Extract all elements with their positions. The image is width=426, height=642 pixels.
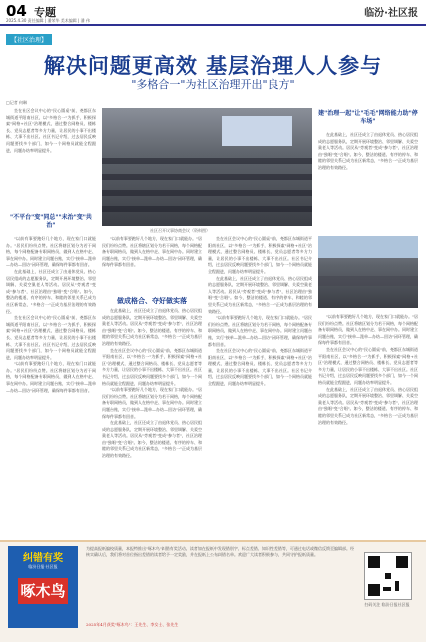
article-subheadline: "多格合一"为社区治理开出"良方" [131, 78, 295, 91]
paper-name: 临汾·社区报 [364, 8, 418, 19]
footer-winners: 2025年4月获奖"啄木鸟"：王先生、李女士、张先生 [86, 622, 179, 627]
article-column-4-top [318, 132, 418, 232]
article-headline: 解决问题更高效 基层治理人人参与 [43, 54, 383, 78]
section-heading-3: 做成格合、夺好做实落 [117, 297, 187, 305]
paragraph: 在此基础上，社区还成立了由退休党员、热心居民组成的志愿服务队，定期开展环境整治、邻里调解、关爱空巢老人等活动。居民从"旁观者"变成"参与者"，社区治理由"独唱"变"合唱"。如今，整洁的楼道、有序的停车、和睦的邻里关系已成为社区新常态，"多格合一"正成为基层治理的有效路径。 [208, 275, 312, 314]
paragraph: 在此基础上，社区还成立了由退休党员、热心居民组成的志愿服务队，定期开展环境整治、邻里调解、关爱空巢老人等活动。居民从"旁观者"变成"参与者"，社区治理由"独唱"变"合唱"。如今，整洁的楼道、有序的停车、和睦的邻里关系已成为社区新常态，"多格合一"正成为基层治理的有效路径。 [318, 132, 418, 170]
article-column-2 [102, 308, 202, 536]
article-column-4 [318, 314, 418, 536]
qr-caption: 扫码关注 临汾日报社区报 [364, 602, 410, 607]
logo-subtitle: 临汾日报·社区报 [28, 564, 58, 569]
paragraph: "以前有事要跑好几个地方，现在家门口就能办。"居民们纷纷点赞。社区将辖区划分为若干网格，每个网格配备专职网格员，做到人在格中走、事在网中办。同时建立问题台账，实行"接单—派单—办结—回访"闭环管理，确保每件事都有回音。 [102, 236, 202, 268]
paragraph: 在此基础上，社区还成立了由退休党员、热心居民组成的志愿服务队，定期开展环境整治、邻里调解、关爱空巢老人等活动。居民从"旁观者"变成"参与者"，社区治理由"独唱"变"合唱"。如今，整洁的楼道、有序的停车、和睦的邻里关系已成为社区新常态，"多格合一"正成为基层治理的有效路径。 [102, 308, 202, 346]
paragraph: 在此基础上，社区还成立了由退休党员、热心居民组成的志愿服务队，定期开展环境整治、邻里调解、关爱空巢老人等活动。居民从"旁观者"变成"参与者"，社区治理由"独唱"变"合唱"。如今，整洁的楼道、有序的停车、和睦的邻里关系已成为社区新常态，"多格合一"正成为基层治理的有效路径。 [102, 420, 202, 459]
paragraph: 坐在社区会议中心的"民心圆桌"前，尧都区东城街道平阳南社区，以"多格合一"为抓手，积极探索"网格+社区"治理模式，通过整合网格员、楼栋长、党员志愿者等多方力量，让居民的小事不出楼栋、大事不出社区。社区书记介绍，过去居民反映问题要找多个部门，如今一个网格员就能全程跟进，问题办结率明显提升。 [208, 348, 312, 387]
logo-title: 纠错有奖 [23, 553, 63, 564]
qr-code-icon[interactable] [364, 552, 412, 600]
date-line: 2025.4.30 责任编辑 | 潘荣华 美术编辑 | 潘 伟 [6, 18, 90, 23]
article-column-2-top [102, 236, 202, 292]
page-header [0, 0, 426, 22]
paragraph: "以前有事要跑好几个地方，现在家门口就能办。"居民们纷纷点赞。社区将辖区划分为若干网格，每个网格配备专职网格员，做到人在格中走、事在网中办。同时建立问题台账，实行"接单—派单—办结—回访"闭环管理，确保每件事都有回音。 [208, 315, 312, 347]
paragraph: 坐在社区会议中心的"民心圆桌"前，尧都区东城街道平阳南社区，以"多格合一"为抓手，积极探索"网格+社区"治理模式，通过整合网格员、楼栋长、党员志愿者等多方力量，让居民的小事不出楼栋、大事不出社区。社区书记介绍，过去居民反映问题要找多个部门，如今一个网格员就能全程跟进，问题办结率明显提升。 [208, 236, 312, 274]
paragraph: 在此基础上，社区还成立了由退休党员、热心居民组成的志愿服务队，定期开展环境整治、邻里调解、关爱空巢老人等活动。居民从"旁观者"变成"参与者"，社区治理由"独唱"变"合唱"。如今，整洁的楼道、有序的停车、和睦的邻里关系已成为社区新常态，"多格合一"正成为基层治理的有效路径。 [6, 268, 96, 314]
paragraph: "以前有事要跑好几个地方，现在家门口就能办。"居民们纷纷点赞。社区将辖区划分为若干网格，每个网格配备专职网格员，做到人在格中走、事在网中办。同时建立问题台账，实行"接单—派单—办结—回访"闭环管理，确保每件事都有回音。 [102, 387, 202, 419]
article-column-3 [208, 236, 312, 536]
paragraph: 坐在社区会议中心的"民心圆桌"前，尧都区东城街道平阳南社区，以"多格合一"为抓手，积极探索"网格+社区"治理模式，通过整合网格员、楼栋长、党员志愿者等多方力量，让居民的小事不出楼栋、大事不出社区。社区书记介绍，过去居民反映问题要找多个部门，如今一个网格员就能全程跟进，问题办结率明显提升。 [6, 108, 96, 153]
footer-notice: 为提高报纸编校质量，本报特推出"啄木鸟"纠错有奖活动。读者如在报纸中发现错别字、标点差错、知识性差错等，可通过电话或微信反馈至编辑部。经核实确认后，我们将对首位指出差错的读者给予一定奖励，并在报纸上公布纠错名单。欢迎广大读者积极参与，共同守护报纸质量。 [86, 546, 354, 558]
page-number: 04 [6, 2, 27, 20]
section-heading-1: "不平台"变"同总""未治"变"共治" [10, 214, 92, 229]
article-column-1-top [6, 108, 96, 208]
paragraph: 坐在社区会议中心的"民心圆桌"前，尧都区东城街道平阳南社区，以"多格合一"为抓手，积极探索"网格+社区"治理模式，通过整合网格员、楼栋长、党员志愿者等多方力量，让居民的小事不出楼栋、大事不出社区。社区书记介绍，过去居民反映问题要找多个部门，如今一个网格员就能全程跟进，问题办结率明显提升。 [102, 347, 202, 386]
byline: □记者 何琳 [6, 100, 28, 105]
paragraph: "以前有事要跑好几个地方，现在家门口就能办。"居民们纷纷点赞。社区将辖区划分为若干网格，每个网格配备专职网格员，做到人在格中走、事在网中办。同时建立问题台账，实行"接单—派单—办结—回访"闭环管理，确保每件事都有回音。 [6, 361, 96, 393]
meeting-photo [102, 108, 312, 226]
photo-caption: 社区召开议事协商会议（资料图） [150, 228, 210, 233]
column-tag: 【社区治理】 [6, 34, 52, 45]
section-heading-4: 建"治理一起"让"毛毛"网络能力助"停车场" [318, 110, 418, 125]
paragraph: 坐在社区会议中心的"民心圆桌"前，尧都区东城街道平阳南社区，以"多格合一"为抓手，积极探索"网格+社区"治理模式，通过整合网格员、楼栋长、党员志愿者等多方力量，让居民的小事不出楼栋、大事不出社区。社区书记介绍，过去居民反映问题要找多个部门，如今一个网格员就能全程跟进，问题办结率明显提升。 [6, 315, 96, 360]
section-title: 专题 [34, 6, 56, 19]
paragraph: "以前有事要跑好几个地方，现在家门口就能办。"居民们纷纷点赞。社区将辖区划分为若干网格，每个网格配备专职网格员，做到人在格中走、事在网中办。同时建立问题台账，实行"接单—派单—办结—回访"闭环管理，确保每件事都有回音。 [6, 236, 96, 268]
paragraph: 坐在社区会议中心的"民心圆桌"前，尧都区东城街道平阳南社区，以"多格合一"为抓手，积极探索"网格+社区"治理模式，通过整合网格员、楼栋长、党员志愿者等多方力量，让居民的小事不出楼栋、大事不出社区。社区书记介绍，过去居民反映问题要找多个部门，如今一个网格员就能全程跟进，问题办结率明显提升。 [318, 346, 418, 385]
paragraph: 在此基础上，社区还成立了由退休党员、热心居民组成的志愿服务队，定期开展环境整治、邻里调解、关爱空巢老人等活动。居民从"旁观者"变成"参与者"，社区治理由"独唱"变"合唱"。如今，整洁的楼道、有序的停车、和睦的邻里关系已成为社区新常态，"多格合一"正成为基层治理的有效路径。 [318, 386, 418, 425]
paragraph: "以前有事要跑好几个地方，现在家门口就能办。"居民们纷纷点赞。社区将辖区划分为若干网格，每个网格配备专职网格员，做到人在格中走、事在网中办。同时建立问题台账，实行"接单—派单—办结—回访"闭环管理，确保每件事都有回音。 [318, 314, 418, 346]
header-divider [0, 24, 426, 26]
logo-brand: 啄木鸟 [18, 578, 68, 604]
street-photo [318, 236, 418, 308]
article-column-1 [6, 236, 96, 536]
